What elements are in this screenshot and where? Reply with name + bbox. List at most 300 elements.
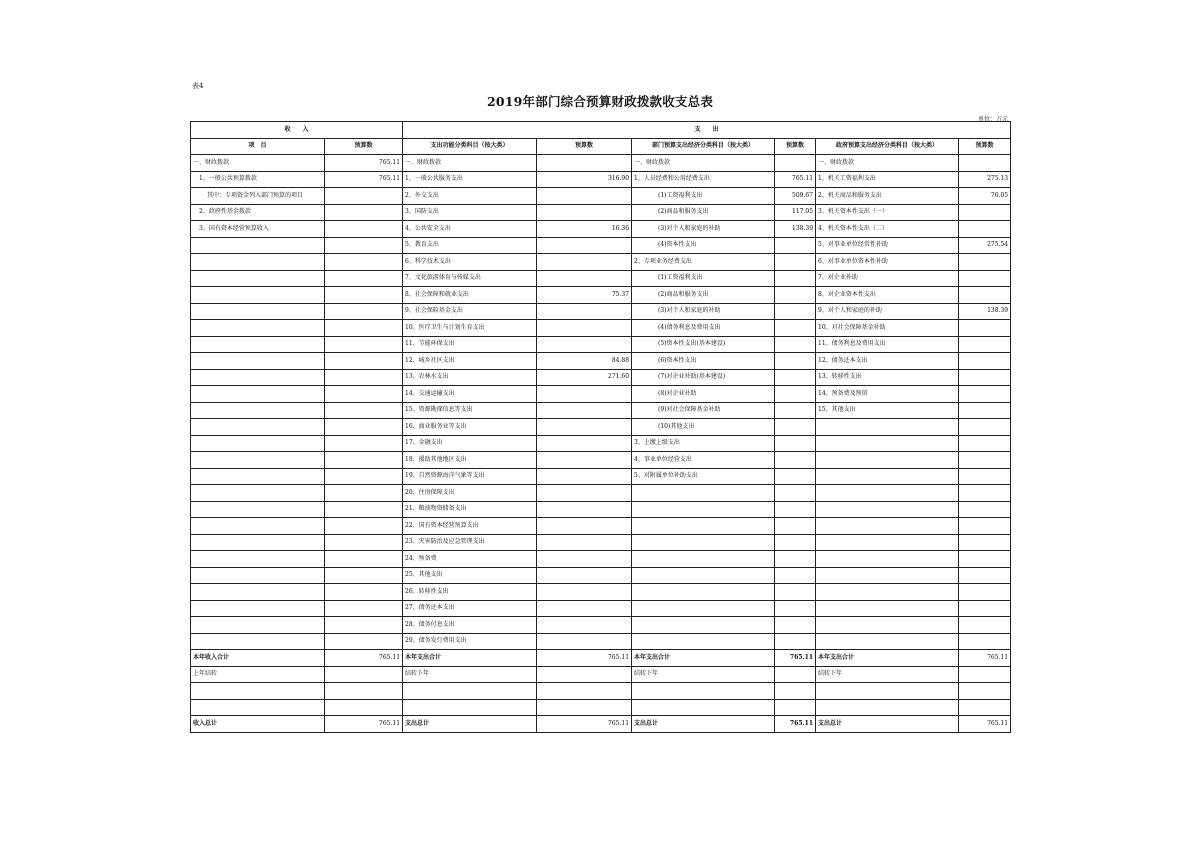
item-label-cell xyxy=(191,633,325,650)
budget-value-cell xyxy=(775,468,816,485)
table-number-label: 表4 xyxy=(192,82,204,90)
budget-value-cell xyxy=(959,666,1011,683)
table-row xyxy=(191,287,1011,304)
budget-value-cell xyxy=(537,402,632,419)
item-label-cell xyxy=(816,452,959,469)
budget-value-cell xyxy=(775,369,816,386)
spacer-row xyxy=(191,699,1011,716)
item-label-cell xyxy=(191,303,325,320)
item-label-cell: 11、债务利息及费用支出 xyxy=(816,336,959,353)
table-row xyxy=(191,188,1011,205)
col-header-budget: 预算数 xyxy=(775,138,816,155)
item-label-cell xyxy=(191,237,325,254)
col-header-budget: 预算数 xyxy=(959,138,1011,155)
budget-value-cell: 316.90 xyxy=(537,171,632,188)
item-label-cell: 19、自然资源海洋气象等支出 xyxy=(403,468,537,485)
budget-value-cell xyxy=(775,485,816,502)
budget-value-cell xyxy=(325,452,403,469)
item-label-cell: 20、住房保障支出 xyxy=(403,485,537,502)
budget-value-cell xyxy=(537,237,632,254)
budget-value-cell xyxy=(775,567,816,584)
empty-cell xyxy=(816,699,959,716)
table-row xyxy=(191,155,1011,172)
budget-value-cell xyxy=(325,666,403,683)
budget-value-cell xyxy=(325,221,403,238)
budget-value-cell xyxy=(537,551,632,568)
budget-value-cell xyxy=(537,254,632,271)
item-label-cell: 21、粮油物资储备支出 xyxy=(403,501,537,518)
income-header: 收 入 xyxy=(191,122,403,139)
budget-value-cell xyxy=(325,188,403,205)
budget-value-cell xyxy=(959,254,1011,271)
budget-value-cell xyxy=(537,633,632,650)
item-label-cell: 3、国有资本经营预算收入 xyxy=(191,221,325,238)
table-row xyxy=(191,468,1011,485)
budget-value-cell xyxy=(775,303,816,320)
item-label-cell: 5、对事业单位经常性补助 xyxy=(816,237,959,254)
budget-value-cell xyxy=(325,501,403,518)
item-label-cell: 13、转移性支出 xyxy=(816,369,959,386)
budget-value-cell xyxy=(959,155,1011,172)
empty-cell xyxy=(632,699,775,716)
budget-value-cell xyxy=(775,617,816,634)
item-label-cell xyxy=(632,584,775,601)
budget-value-cell xyxy=(537,584,632,601)
item-label-cell: 本年收入合计 xyxy=(191,650,325,667)
expense-header: 支 出 xyxy=(403,122,1011,139)
item-label-cell: 支出总计 xyxy=(403,716,537,733)
item-label-cell: (10)其他支出 xyxy=(632,419,775,436)
item-label-cell: 11、节能环保支出 xyxy=(403,336,537,353)
budget-value-cell xyxy=(959,369,1011,386)
item-label-cell xyxy=(816,567,959,584)
item-label-cell xyxy=(191,402,325,419)
budget-value-cell xyxy=(959,336,1011,353)
item-label-cell xyxy=(191,320,325,337)
item-label-cell xyxy=(632,633,775,650)
budget-value-cell: 275.13 xyxy=(959,171,1011,188)
budget-value-cell xyxy=(959,518,1011,535)
empty-cell xyxy=(191,699,325,716)
item-label-cell: 18、援助其他地区支出 xyxy=(403,452,537,469)
budget-value-cell xyxy=(959,435,1011,452)
page-title: 2019年部门综合预算财政拨款收支总表 xyxy=(486,94,714,109)
item-label-cell: (3)对个人和家庭的补助 xyxy=(632,303,775,320)
budget-value-cell xyxy=(537,600,632,617)
budget-value-cell xyxy=(325,353,403,370)
item-label-cell: 一、财政拨款 xyxy=(403,155,537,172)
grand-total-row xyxy=(191,716,1011,733)
budget-value-cell xyxy=(325,386,403,403)
budget-value-cell xyxy=(537,336,632,353)
budget-value-cell: 509.67 xyxy=(775,188,816,205)
table-row xyxy=(191,534,1011,551)
table-row xyxy=(191,452,1011,469)
budget-value-cell xyxy=(775,501,816,518)
budget-value-cell xyxy=(775,254,816,271)
table-row xyxy=(191,402,1011,419)
budget-value-cell: 765.11 xyxy=(537,716,632,733)
item-label-cell: 6、对事业单位资本性补助 xyxy=(816,254,959,271)
budget-value-cell xyxy=(537,518,632,535)
item-label-cell: 12、债务还本支出 xyxy=(816,353,959,370)
table-row xyxy=(191,518,1011,535)
item-label-cell: 1、人员经费和公用经费支出 xyxy=(632,171,775,188)
budget-value-cell xyxy=(325,270,403,287)
budget-value-cell: 16.36 xyxy=(537,221,632,238)
budget-value-cell xyxy=(325,435,403,452)
item-label-cell: 支出总计 xyxy=(816,716,959,733)
item-label-cell: 一、财政拨款 xyxy=(191,155,325,172)
item-label-cell: (2)商品和服务支出 xyxy=(632,204,775,221)
table-row xyxy=(191,204,1011,221)
item-label-cell: 结转下年 xyxy=(403,666,537,683)
empty-cell xyxy=(537,699,632,716)
budget-value-cell xyxy=(537,320,632,337)
item-label-cell xyxy=(191,518,325,535)
budget-value-cell xyxy=(325,204,403,221)
item-label-cell xyxy=(191,468,325,485)
budget-value-cell: 765.11 xyxy=(325,650,403,667)
spacer-row xyxy=(191,683,1011,700)
budget-value-cell xyxy=(959,402,1011,419)
item-label-cell: 27、债务还本支出 xyxy=(403,600,537,617)
table-row xyxy=(191,419,1011,436)
budget-value-cell: 138.39 xyxy=(775,221,816,238)
item-label-cell xyxy=(632,617,775,634)
table-row xyxy=(191,171,1011,188)
item-label-cell: 14、预备费及预留 xyxy=(816,386,959,403)
table-row xyxy=(191,237,1011,254)
budget-value-cell: 117.05 xyxy=(775,204,816,221)
empty-cell xyxy=(959,683,1011,700)
item-label-cell xyxy=(816,419,959,436)
budget-value-cell xyxy=(325,369,403,386)
budget-value-cell xyxy=(959,204,1011,221)
item-label-cell xyxy=(191,336,325,353)
budget-value-cell xyxy=(775,402,816,419)
item-label-cell xyxy=(191,584,325,601)
budget-value-cell: 271.60 xyxy=(537,369,632,386)
budget-value-cell xyxy=(325,402,403,419)
item-label-cell xyxy=(816,633,959,650)
item-label-cell xyxy=(191,551,325,568)
budget-value-cell xyxy=(537,485,632,502)
budget-value-cell xyxy=(775,353,816,370)
empty-cell xyxy=(325,683,403,700)
budget-value-cell xyxy=(775,600,816,617)
item-label-cell: (9)对社会保障基金补助 xyxy=(632,402,775,419)
table-row xyxy=(191,551,1011,568)
item-label-cell: 2、外交支出 xyxy=(403,188,537,205)
item-label-cell: (8)对企业补助 xyxy=(632,386,775,403)
budget-value-cell: 765.11 xyxy=(775,650,816,667)
budget-value-cell xyxy=(775,320,816,337)
item-label-cell xyxy=(816,584,959,601)
item-label-cell: 26、转移性支出 xyxy=(403,584,537,601)
budget-value-cell xyxy=(537,386,632,403)
col-header-gov-econ-class: 政府预算支出经济分类科目（按大类） xyxy=(816,138,959,155)
item-label-cell: 6、科学技术支出 xyxy=(403,254,537,271)
item-label-cell xyxy=(632,567,775,584)
item-label-cell xyxy=(191,534,325,551)
item-label-cell xyxy=(191,353,325,370)
item-label-cell: 24、预备费 xyxy=(403,551,537,568)
item-label-cell: 本年支出合计 xyxy=(816,650,959,667)
budget-value-cell xyxy=(325,600,403,617)
budget-value-cell xyxy=(959,452,1011,469)
budget-value-cell xyxy=(959,633,1011,650)
item-label-cell: 2、政府性基金拨款 xyxy=(191,204,325,221)
budget-value-cell xyxy=(325,320,403,337)
empty-cell xyxy=(403,683,537,700)
item-label-cell: 5、对附属单位补助支出 xyxy=(632,468,775,485)
budget-value-cell: 765.11 xyxy=(325,155,403,172)
item-label-cell: 3、国防支出 xyxy=(403,204,537,221)
budget-value-cell xyxy=(775,551,816,568)
budget-value-cell xyxy=(325,518,403,535)
empty-cell xyxy=(775,683,816,700)
item-label-cell: 15、资源勘探信息等支出 xyxy=(403,402,537,419)
item-label-cell xyxy=(191,501,325,518)
item-label-cell xyxy=(632,501,775,518)
item-label-cell: 17、金融支出 xyxy=(403,435,537,452)
item-label-cell: 28、债务付息支出 xyxy=(403,617,537,634)
table-row xyxy=(191,435,1011,452)
item-label-cell xyxy=(816,617,959,634)
empty-cell xyxy=(775,699,816,716)
item-label-cell: 2、专项业务经费支出 xyxy=(632,254,775,271)
budget-value-cell xyxy=(325,551,403,568)
item-label-cell: 29、债务发行费用支出 xyxy=(403,633,537,650)
item-label-cell: 2、机关商品和服务支出 xyxy=(816,188,959,205)
item-label-cell xyxy=(816,501,959,518)
item-label-cell: 本年支出合计 xyxy=(632,650,775,667)
item-label-cell: (4)债务利息及费用支出 xyxy=(632,320,775,337)
budget-value-cell xyxy=(959,221,1011,238)
item-label-cell: 3、机关资本性支出（一） xyxy=(816,204,959,221)
header-row-top xyxy=(191,122,1011,139)
item-label-cell: (1)工资福利支出 xyxy=(632,270,775,287)
budget-value-cell xyxy=(325,254,403,271)
table-row xyxy=(191,221,1011,238)
col-header-budget: 预算数 xyxy=(325,138,403,155)
item-label-cell xyxy=(816,518,959,535)
item-label-cell: 本年支出合计 xyxy=(403,650,537,667)
budget-value-cell: 138.39 xyxy=(959,303,1011,320)
item-label-cell: 8、社会保障和就业支出 xyxy=(403,287,537,304)
table-row xyxy=(191,369,1011,386)
budget-value-cell xyxy=(775,155,816,172)
budget-value-cell: 765.11 xyxy=(537,650,632,667)
table-row xyxy=(191,584,1011,601)
item-label-cell xyxy=(191,270,325,287)
item-label-cell: 4、机关资本性支出（二） xyxy=(816,221,959,238)
budget-value-cell xyxy=(325,534,403,551)
item-label-cell xyxy=(816,435,959,452)
item-label-cell xyxy=(632,551,775,568)
budget-value-cell xyxy=(775,452,816,469)
item-label-cell: 4、公共安全支出 xyxy=(403,221,537,238)
item-label-cell: 9、社会保险基金支出 xyxy=(403,303,537,320)
budget-value-cell xyxy=(537,468,632,485)
table-row xyxy=(191,600,1011,617)
item-label-cell: 1、一般公共预算拨款 xyxy=(191,171,325,188)
budget-value-cell xyxy=(325,303,403,320)
table-row xyxy=(191,485,1011,502)
item-label-cell: 支出总计 xyxy=(632,716,775,733)
header-row-columns xyxy=(191,138,1011,155)
item-label-cell: 3、上缴上级支出 xyxy=(632,435,775,452)
budget-value-cell: 765.11 xyxy=(959,716,1011,733)
budget-value-cell xyxy=(959,320,1011,337)
budget-value-cell xyxy=(325,419,403,436)
budget-value-cell: 76.05 xyxy=(959,188,1011,205)
item-label-cell xyxy=(632,518,775,535)
col-header-item: 项 目 xyxy=(191,138,325,155)
table-row xyxy=(191,320,1011,337)
item-label-cell: 收入总计 xyxy=(191,716,325,733)
budget-value-cell xyxy=(959,485,1011,502)
budget-value-cell xyxy=(775,666,816,683)
table-row xyxy=(191,254,1011,271)
budget-value-cell xyxy=(537,155,632,172)
item-label-cell xyxy=(191,419,325,436)
item-label-cell: 10、医疗卫生与计划生育支出 xyxy=(403,320,537,337)
item-label-cell: 结转下年 xyxy=(632,666,775,683)
item-label-cell: (7)对企业补助(基本建设) xyxy=(632,369,775,386)
budget-value-cell xyxy=(325,567,403,584)
item-label-cell xyxy=(191,567,325,584)
item-label-cell: 其中：专项资金列入部门预算的项目 xyxy=(191,188,325,205)
budget-value-cell xyxy=(775,237,816,254)
empty-cell xyxy=(191,683,325,700)
budget-value-cell xyxy=(959,501,1011,518)
empty-cell xyxy=(537,683,632,700)
item-label-cell: 4、事业单位经营支出 xyxy=(632,452,775,469)
table-row xyxy=(191,336,1011,353)
col-header-dept-econ-class: 部门预算支出经济分类科目（按大类） xyxy=(632,138,775,155)
budget-value-cell xyxy=(537,435,632,452)
budget-value-cell xyxy=(537,666,632,683)
item-label-cell: 8、对企业资本性支出 xyxy=(816,287,959,304)
budget-value-cell xyxy=(537,617,632,634)
budget-value-cell xyxy=(775,287,816,304)
item-label-cell: 12、城乡社区支出 xyxy=(403,353,537,370)
item-label-cell: 上年结转 xyxy=(191,666,325,683)
budget-value-cell xyxy=(959,600,1011,617)
budget-value-cell xyxy=(959,386,1011,403)
budget-value-cell: 84.88 xyxy=(537,353,632,370)
item-label-cell: 一、财政拨款 xyxy=(816,155,959,172)
budget-value-cell xyxy=(775,435,816,452)
budget-value-cell: 765.11 xyxy=(775,716,816,733)
item-label-cell: 13、农林水支出 xyxy=(403,369,537,386)
budget-value-cell xyxy=(537,534,632,551)
item-label-cell: 7、文化旅游体育与传媒支出 xyxy=(403,270,537,287)
budget-value-cell xyxy=(959,534,1011,551)
budget-value-cell xyxy=(537,188,632,205)
table-row xyxy=(191,501,1011,518)
item-label-cell xyxy=(191,617,325,634)
budget-value-cell xyxy=(775,386,816,403)
table-row xyxy=(191,567,1011,584)
budget-value-cell xyxy=(959,353,1011,370)
budget-value-cell xyxy=(959,551,1011,568)
item-label-cell xyxy=(816,468,959,485)
budget-value-cell xyxy=(959,270,1011,287)
item-label-cell: (1)工资福利支出 xyxy=(632,188,775,205)
budget-value-cell xyxy=(537,204,632,221)
budget-value-cell xyxy=(959,468,1011,485)
budget-value-cell: 765.11 xyxy=(775,171,816,188)
col-header-budget: 预算数 xyxy=(537,138,632,155)
table-row xyxy=(191,353,1011,370)
item-label-cell: (4)资本性支出 xyxy=(632,237,775,254)
budget-value-cell xyxy=(325,287,403,304)
budget-value-cell xyxy=(325,633,403,650)
item-label-cell xyxy=(191,600,325,617)
budget-value-cell xyxy=(537,270,632,287)
item-label-cell: 7、对企业补助 xyxy=(816,270,959,287)
empty-cell xyxy=(325,699,403,716)
budget-value-cell xyxy=(959,419,1011,436)
item-label-cell xyxy=(632,485,775,502)
budget-summary-table xyxy=(190,121,1011,733)
item-label-cell: (2)商品和服务支出 xyxy=(632,287,775,304)
item-label-cell: 结转下年 xyxy=(816,666,959,683)
budget-value-cell xyxy=(325,468,403,485)
budget-value-cell: 765.11 xyxy=(325,171,403,188)
item-label-cell xyxy=(632,534,775,551)
budget-value-cell xyxy=(775,518,816,535)
item-label-cell xyxy=(816,551,959,568)
item-label-cell: 5、教育支出 xyxy=(403,237,537,254)
budget-value-cell: 275.54 xyxy=(959,237,1011,254)
item-label-cell xyxy=(816,485,959,502)
item-label-cell xyxy=(191,287,325,304)
item-label-cell: 10、对社会保障基金补助 xyxy=(816,320,959,337)
item-label-cell: 一、财政拨款 xyxy=(632,155,775,172)
item-label-cell: (5)资本性支出(基本建设) xyxy=(632,336,775,353)
unit-label: 单位：万元 xyxy=(977,116,1008,123)
budget-value-cell xyxy=(775,633,816,650)
item-label-cell: 22、国有资本经营预算支出 xyxy=(403,518,537,535)
table-row xyxy=(191,386,1011,403)
budget-value-cell: 765.11 xyxy=(959,650,1011,667)
item-label-cell: 23、灾害防治及应急管理支出 xyxy=(403,534,537,551)
budget-value-cell xyxy=(775,336,816,353)
item-label-cell: 1、一般公共服务支出 xyxy=(403,171,537,188)
item-label-cell xyxy=(632,600,775,617)
budget-value-cell xyxy=(325,336,403,353)
table-row xyxy=(191,617,1011,634)
empty-cell xyxy=(632,683,775,700)
item-label-cell xyxy=(191,435,325,452)
empty-cell xyxy=(816,683,959,700)
budget-value-cell xyxy=(959,584,1011,601)
item-label-cell xyxy=(816,534,959,551)
budget-value-cell xyxy=(537,452,632,469)
budget-value-cell xyxy=(959,287,1011,304)
budget-value-cell xyxy=(325,584,403,601)
table-row xyxy=(191,633,1011,650)
item-label-cell: (3)对个人和家庭的补助 xyxy=(632,221,775,238)
item-label-cell xyxy=(191,369,325,386)
budget-value-cell xyxy=(775,534,816,551)
budget-value-cell: 75.37 xyxy=(537,287,632,304)
item-label-cell xyxy=(191,254,325,271)
